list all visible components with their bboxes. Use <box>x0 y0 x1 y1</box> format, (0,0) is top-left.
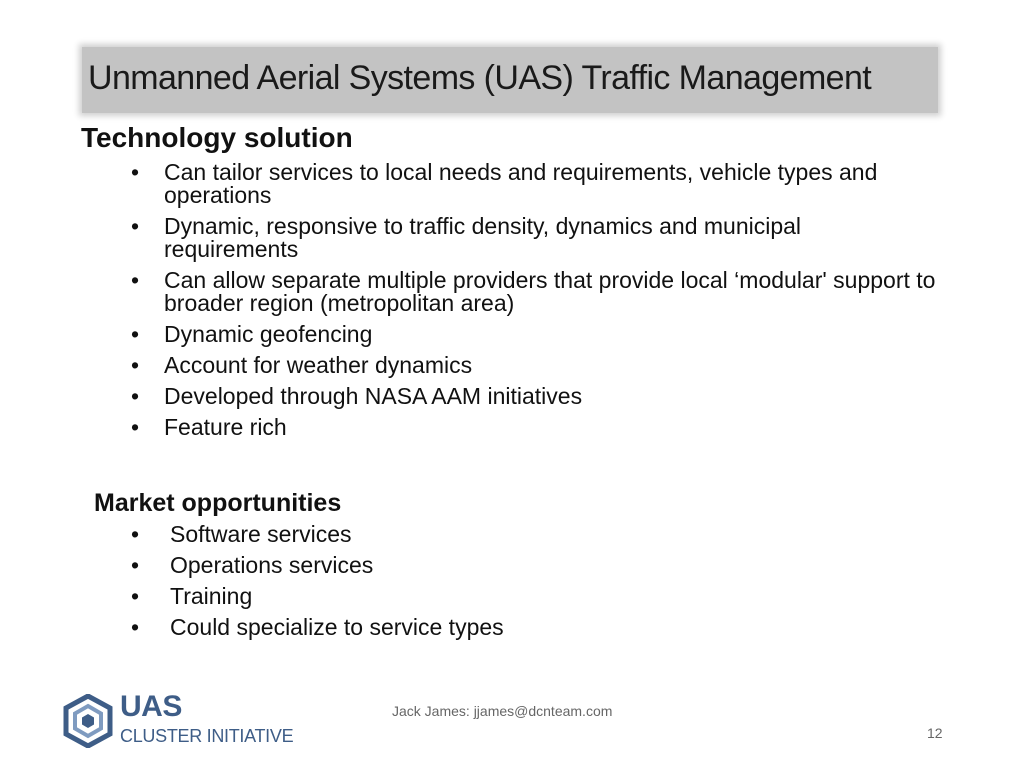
list-item-text: Feature rich <box>164 414 287 440</box>
footer-contact: Jack James: jjames@dcnteam.com <box>392 703 613 719</box>
list-item-text: Dynamic, responsive to traffic density, dynamics and municipal requirements <box>164 213 802 262</box>
logo-subtitle: CLUSTER INITIATIVE <box>120 726 294 746</box>
list-item <box>128 269 938 315</box>
bullet-icon: • <box>130 352 140 378</box>
bullet-icon: • <box>130 614 140 640</box>
technology-list <box>128 161 938 447</box>
list-item-text: Could specialize to service types <box>170 614 504 640</box>
bullet-icon: • <box>130 521 140 547</box>
list-item <box>128 215 938 261</box>
list-item <box>128 416 938 439</box>
list-item <box>128 585 828 608</box>
list-item-text: Account for weather dynamics <box>164 352 473 378</box>
market-list <box>128 523 828 647</box>
bullet-icon: • <box>130 267 140 293</box>
list-item-text: Dynamic geofencing <box>164 321 373 347</box>
bullet-icon: • <box>130 321 140 347</box>
list-item <box>128 323 938 346</box>
uas-cluster-logo <box>62 690 322 750</box>
slide-title: Unmanned Aerial Systems (UAS) Traffic Management <box>88 59 872 97</box>
bullet-icon: • <box>130 159 140 185</box>
logo-title: UAS <box>120 690 182 723</box>
hexagon-logo-icon <box>62 694 114 748</box>
list-item <box>128 554 828 577</box>
list-item <box>128 523 828 546</box>
title-bar <box>82 47 938 113</box>
technology-heading: Technology solution <box>81 122 353 153</box>
list-item-text: Training <box>170 583 253 609</box>
list-item <box>128 161 938 207</box>
list-item <box>128 385 938 408</box>
bullet-icon: • <box>130 383 140 409</box>
bullet-icon: • <box>130 552 140 578</box>
page-number: 12 <box>927 725 943 741</box>
list-item <box>128 616 828 639</box>
list-item-text: Developed through NASA AAM initiatives <box>164 383 583 409</box>
bullet-icon: • <box>130 414 140 440</box>
list-item-text: Operations services <box>170 552 374 578</box>
bullet-icon: • <box>130 213 140 239</box>
list-item-text: Can allow separate multiple providers that provide local ‘modular' support to broader region (metropolitan area) <box>164 267 936 316</box>
market-heading: Market opportunities <box>94 489 342 517</box>
list-item <box>128 354 938 377</box>
list-item-text: Can tailor services to local needs and requirements, vehicle types and operations <box>164 159 878 208</box>
list-item-text: Software services <box>170 521 352 547</box>
bullet-icon: • <box>130 583 140 609</box>
